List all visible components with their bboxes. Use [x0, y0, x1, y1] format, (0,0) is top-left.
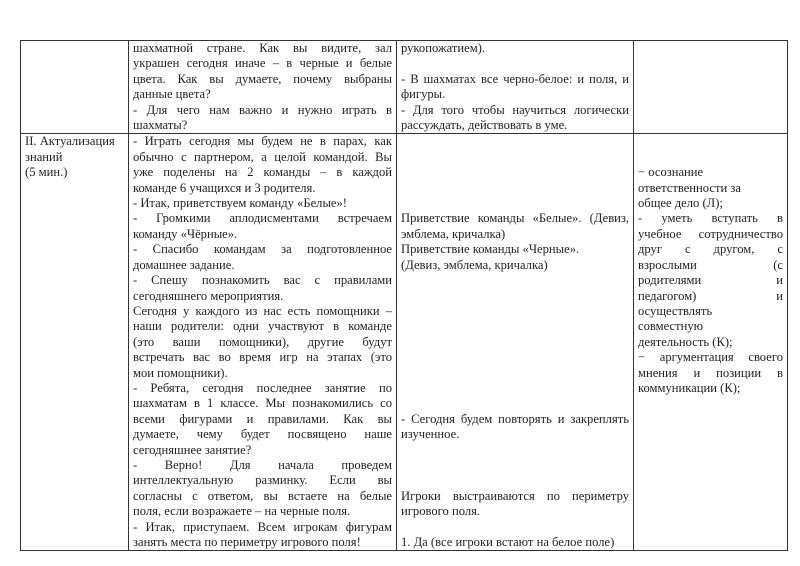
text-line: сегодняшнего мероприятия. [133, 288, 284, 303]
stage-name: . Актуализация [33, 134, 115, 149]
student-activity-cell [397, 41, 634, 134]
text-line: интеллектуальную разминку. Если вы [133, 473, 392, 488]
text-line: - уметь вступать в [638, 211, 783, 226]
blank-line [401, 289, 629, 304]
blank-line [401, 473, 629, 488]
text-line: − аргументация своего [638, 350, 783, 365]
blank-line [401, 165, 629, 180]
text-line: Приветствие команды «Белые». (Девиз, [401, 211, 629, 226]
text-line: домашнее задание. [133, 257, 235, 272]
teacher-activity-cell [129, 41, 397, 134]
stage-title [25, 134, 124, 149]
text-line: наши родители: одни участвуют в команде [133, 319, 392, 334]
blank-line [401, 396, 629, 411]
text-line: - Спешу познакомить вас с правилами [133, 273, 392, 288]
blank-line [401, 520, 629, 535]
text-line: фигуры. [401, 87, 446, 102]
text-line: учебное сотрудничество [638, 226, 783, 241]
text-line: Приветствие команды «Черные». [401, 242, 580, 257]
student-activity-cell [397, 134, 634, 551]
text-line: - Ребята, сегодня последнее занятие по [133, 380, 392, 395]
text-line: совместную [638, 319, 704, 334]
blank-line [638, 134, 783, 149]
text-line: - Верно! Для начала проведем [133, 457, 392, 472]
lesson-plan-table [20, 40, 788, 551]
text-line: игрового поля. [401, 504, 481, 519]
text-line: − осознание [638, 165, 704, 180]
blank-line [401, 181, 629, 196]
text-line: команду «Чёрные». [133, 226, 238, 241]
text-line: деятельность (К); [638, 334, 733, 349]
stage-duration: (5 мин.) [25, 165, 68, 180]
blank-line [401, 381, 629, 396]
text-line: думаете, чему будет посвящено наше [133, 427, 392, 442]
stage-cell [21, 41, 129, 134]
text-line: мои помощники). [133, 365, 228, 380]
text-line: шахматам в 1 классе. Мы познакомились со [133, 396, 392, 411]
text-line: - Громкими аплодисментами встречаем [133, 211, 392, 226]
stage-number: II [25, 134, 34, 149]
text-line: украшен сегодня иначе – в черные и белые [133, 56, 392, 71]
text-line: коммуникации (К); [638, 380, 741, 395]
table-row [21, 134, 788, 551]
blank-line [401, 335, 629, 350]
text-line: рассуждать, действовать в уме. [401, 118, 568, 133]
text-line: - Сегодня будем повторять и закреплять [401, 411, 629, 426]
text-line: - Для чего нам важно и нужно играть в [133, 102, 392, 117]
text-line: Игроки выстраиваются по периметру [401, 488, 629, 503]
text-line: 1. Да (все игроки встают на белое поле) [401, 535, 615, 549]
text-line: - В шахматах все черно-белое: и поля, и [401, 71, 629, 86]
text-line: мнения и позиции в [638, 365, 783, 380]
blank-line [401, 319, 629, 334]
blank-line [401, 273, 629, 288]
text-line: занять места по периметру игрового поля! [133, 535, 361, 549]
text-line: согласны с ответом, вы встаете на белые [133, 488, 392, 503]
text-line: команде 6 учащихся и 3 родителя. [133, 180, 316, 195]
text-line: эмблема, кричалка) [401, 226, 506, 241]
blank-line [638, 150, 783, 165]
blank-line [401, 134, 629, 149]
blank-line [401, 56, 629, 71]
text-line: шахматы? [133, 118, 188, 133]
blank-line [401, 443, 629, 458]
teacher-activity-cell [129, 134, 397, 551]
blank-line [401, 150, 629, 165]
text-line: данные цвета? [133, 87, 211, 102]
text-line: осуществлять [638, 303, 713, 318]
blank-line [401, 350, 629, 365]
text-line: (Девиз, эмблема, кричалка) [401, 257, 548, 272]
text-line: всеми фигурами и правилами. Как вы [133, 411, 392, 426]
blank-line [401, 366, 629, 381]
blank-line [401, 458, 629, 473]
text-line: уже поделены на 2 команды – в каждой [133, 165, 392, 180]
text-line: - Итак, приветствуем команду «Белые»! [133, 196, 347, 211]
text-line: (это ваши помощники), другие будут [133, 334, 392, 349]
uud-cell [634, 41, 788, 134]
text-line: общее дело (Л); [638, 196, 723, 211]
text-line: друг с другом, с [638, 242, 783, 257]
stage-name-cont: знаний [25, 149, 63, 164]
text-line: взрослыми (с [638, 257, 783, 272]
text-line: - Спасибо командам за подготовленное [133, 242, 392, 257]
text-line: поля, если возражаете – на черные поля. [133, 504, 351, 519]
text-line: - Для того чтобы научиться логически [401, 102, 629, 117]
uud-cell [634, 134, 788, 551]
text-line: - Итак, приступаем. Всем игрокам фигурам [133, 519, 392, 534]
text-line: шахматной стране. Как вы видите, зал [133, 41, 392, 55]
text-line: педагогом) и [638, 288, 783, 303]
text-line: встречать вас во время игр на этапах (это [133, 350, 392, 365]
table-row [21, 41, 788, 134]
text-line: - Играть сегодня мы будем не в парах, как [133, 134, 392, 149]
text-line: изученное. [401, 427, 460, 442]
blank-line [401, 196, 629, 211]
text-line: цвета. Как вы думаете, почему выбраны [133, 71, 392, 86]
blank-line [401, 304, 629, 319]
text-line: родителями и [638, 273, 783, 288]
stage-cell [21, 134, 129, 551]
text-line: обычно с партнером, а целой командой. Вы [133, 149, 392, 164]
text-line: сегодняшнее занятие? [133, 442, 252, 457]
text-line: Сегодня у каждого из нас есть помощники – [133, 303, 392, 318]
text-line: рукопожатием). [401, 41, 486, 55]
text-line: ответственности за [638, 180, 741, 195]
